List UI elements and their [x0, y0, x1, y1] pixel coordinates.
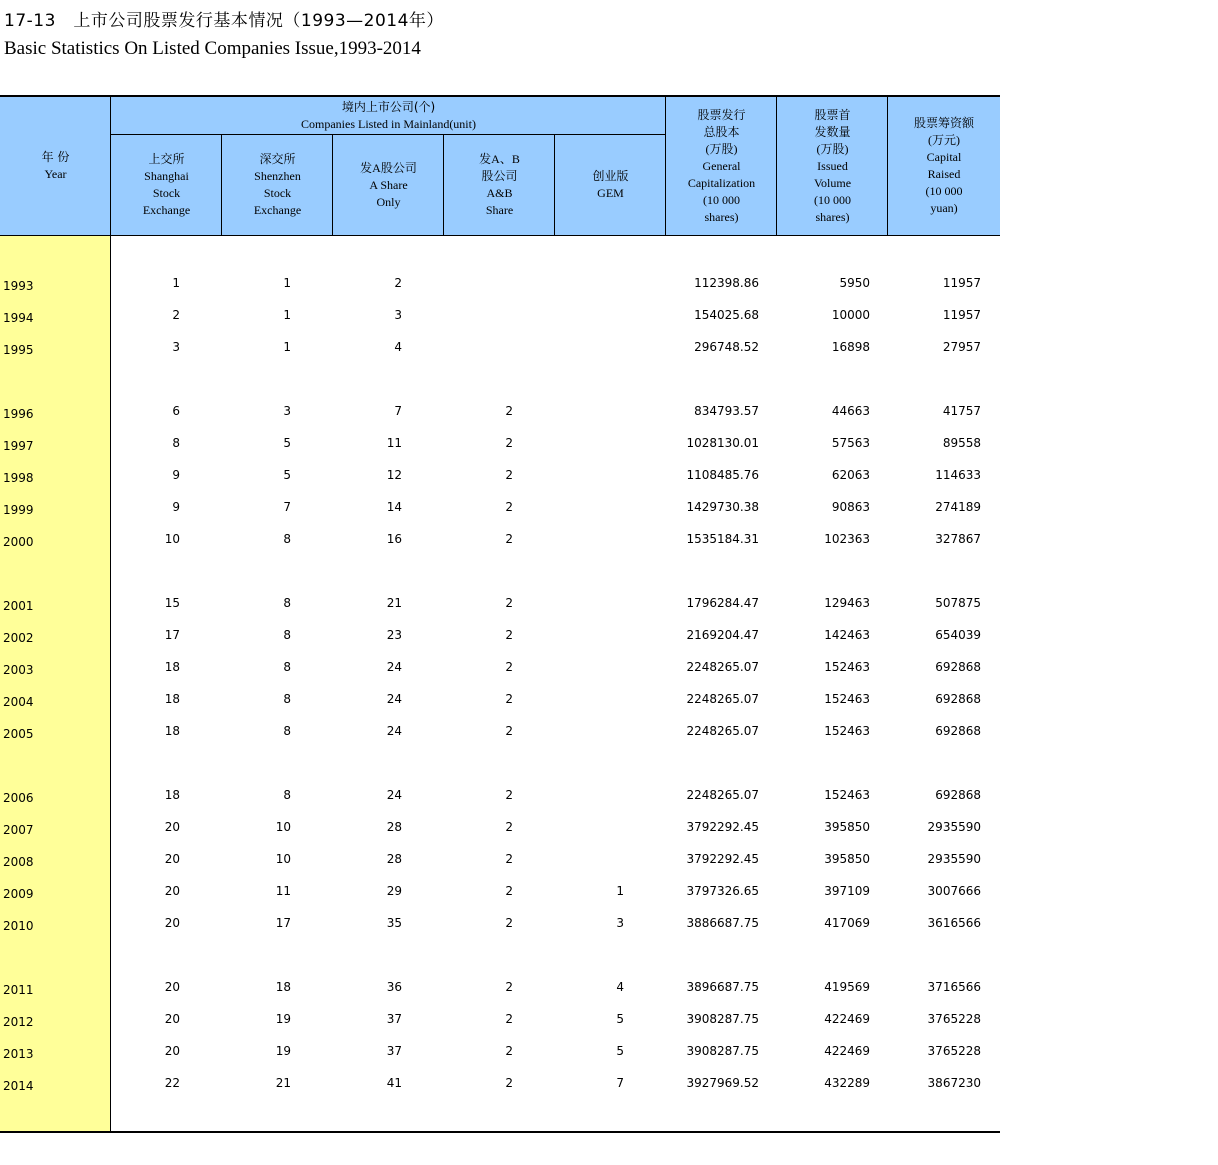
cell-ab-share: 2 [505, 852, 513, 866]
cell-shanghai: 20 [164, 916, 180, 930]
cell-a-share: 7 [394, 404, 402, 418]
cell-shanghai: 18 [164, 692, 180, 706]
cell-shenzhen: 1 [283, 276, 291, 290]
cell-shenzhen: 5 [283, 468, 291, 482]
header-line: (10 000 [925, 184, 963, 198]
header-divider [776, 97, 777, 235]
cell-shanghai: 3 [172, 340, 180, 354]
cell-year: 2002 [3, 631, 34, 645]
header-line: 发A、B [479, 152, 520, 166]
cell-capital-raised: 89558 [942, 436, 981, 450]
cell-year: 2011 [3, 983, 34, 997]
cell-a-share: 12 [386, 468, 402, 482]
cell-ab-share: 2 [505, 724, 513, 738]
cell-shenzhen: 8 [283, 628, 291, 642]
cell-general-capitalization: 3927969.52 [686, 1076, 759, 1090]
cell-issued-volume: 57563 [831, 436, 870, 450]
cell-shanghai: 15 [164, 596, 180, 610]
cell-shanghai: 20 [164, 1044, 180, 1058]
cell-general-capitalization: 3896687.75 [686, 980, 759, 994]
header-line: (万元) [928, 133, 960, 147]
table-title-cn: 17-13 上市公司股票发行基本情况（1993—2014年） [4, 11, 444, 31]
cell-general-capitalization: 3886687.75 [686, 916, 759, 930]
cell-a-share: 14 [386, 500, 402, 514]
cell-year: 1993 [3, 279, 34, 293]
cell-shenzhen: 21 [275, 1076, 291, 1090]
header-line: Exchange [142, 203, 191, 217]
header-line: (万股) [705, 141, 738, 156]
cell-a-share: 2 [394, 276, 402, 290]
header-year-cn: 年 份 [41, 150, 70, 164]
cell-general-capitalization: 1796284.47 [686, 596, 759, 610]
header-issued-volume [777, 97, 888, 235]
header-line: 总股本 [703, 124, 740, 139]
cell-a-share: 21 [386, 596, 402, 610]
cell-shanghai: 10 [164, 532, 180, 546]
cell-issued-volume: 16898 [831, 340, 870, 354]
cell-general-capitalization: 3908287.75 [686, 1044, 759, 1058]
header-divider [554, 135, 555, 235]
cell-issued-volume: 395850 [824, 852, 870, 866]
cell-general-capitalization: 2248265.07 [686, 692, 759, 706]
header-line: Volume [813, 175, 852, 190]
cell-ab-share: 2 [505, 468, 513, 482]
cell-shenzhen: 8 [283, 788, 291, 802]
header-capital-raised [888, 97, 1000, 235]
stock-issue-table [0, 95, 1000, 1133]
cell-general-capitalization: 2248265.07 [686, 724, 759, 738]
cell-year: 2001 [3, 599, 34, 613]
cell-shanghai: 9 [172, 500, 180, 514]
cell-a-share: 36 [386, 980, 402, 994]
cell-ab-share: 2 [505, 532, 513, 546]
cell-gem: 3 [616, 916, 624, 930]
header-line: GEM [597, 186, 624, 200]
cell-ab-share: 2 [505, 1012, 513, 1026]
table-row [0, 308, 1000, 328]
cell-issued-volume: 5950 [839, 276, 870, 290]
cell-capital-raised: 11957 [942, 276, 981, 290]
cell-shenzhen: 5 [283, 436, 291, 450]
cell-shenzhen: 8 [283, 724, 291, 738]
cell-issued-volume: 10000 [831, 308, 870, 322]
header-line: Stock [263, 186, 292, 200]
cell-issued-volume: 152463 [824, 788, 870, 802]
table-row [0, 340, 1000, 360]
cell-shenzhen: 10 [275, 852, 291, 866]
header-line: A&B [486, 186, 513, 200]
header-gem [555, 135, 666, 235]
header-line: 股公司 [481, 169, 518, 183]
cell-shanghai: 1 [172, 276, 180, 290]
cell-a-share: 35 [386, 916, 402, 930]
table-row [0, 980, 1000, 1000]
cell-ab-share: 2 [505, 436, 513, 450]
cell-ab-share: 2 [505, 692, 513, 706]
table-row [0, 884, 1000, 904]
header-line: General [702, 158, 741, 173]
cell-general-capitalization: 2169204.47 [686, 628, 759, 642]
header-line: 创业版 [592, 169, 629, 183]
cell-shenzhen: 17 [275, 916, 291, 930]
cell-a-share: 16 [386, 532, 402, 546]
cell-shanghai: 20 [164, 980, 180, 994]
cell-shanghai: 8 [172, 436, 180, 450]
cell-year: 1999 [3, 503, 34, 517]
cell-gem: 1 [616, 884, 624, 898]
cell-general-capitalization: 3908287.75 [686, 1012, 759, 1026]
cell-gem: 7 [616, 1076, 624, 1090]
header-group-en: Companies Listed in Mainland(unit) [301, 117, 476, 131]
cell-general-capitalization: 1535184.31 [686, 532, 759, 546]
cell-issued-volume: 44663 [831, 404, 870, 418]
cell-capital-raised: 692868 [935, 660, 981, 674]
header-divider [665, 97, 666, 235]
cell-capital-raised: 41757 [942, 404, 981, 418]
table-row [0, 1044, 1000, 1064]
header-group-companies [111, 97, 666, 135]
cell-shenzhen: 1 [283, 308, 291, 322]
header-line: (10 000 [703, 192, 740, 207]
header-line: 深交所 [259, 152, 296, 166]
header-line: 发A股公司 [360, 160, 417, 175]
cell-ab-share: 2 [505, 500, 513, 514]
cell-capital-raised: 2935590 [927, 820, 981, 834]
header-divider [110, 97, 111, 235]
table-row [0, 916, 1000, 936]
cell-a-share: 37 [386, 1012, 402, 1026]
cell-shanghai: 17 [164, 628, 180, 642]
cell-shanghai: 2 [172, 308, 180, 322]
cell-ab-share: 2 [505, 1044, 513, 1058]
cell-issued-volume: 422469 [824, 1044, 870, 1058]
header-line: shares) [815, 209, 850, 224]
header-line: Issued [817, 158, 848, 173]
header-line: Only [376, 194, 401, 209]
cell-capital-raised: 114633 [935, 468, 981, 482]
cell-general-capitalization: 2248265.07 [686, 788, 759, 802]
cell-shanghai: 18 [164, 788, 180, 802]
cell-capital-raised: 692868 [935, 692, 981, 706]
header-line: (万股) [816, 141, 849, 156]
cell-issued-volume: 395850 [824, 820, 870, 834]
table-row [0, 1076, 1000, 1096]
cell-year: 1994 [3, 311, 34, 325]
cell-shenzhen: 11 [275, 884, 291, 898]
header-line: 股票首 [814, 107, 851, 122]
cell-issued-volume: 129463 [824, 596, 870, 610]
cell-a-share: 28 [386, 820, 402, 834]
header-line: 股票发行 [697, 107, 746, 122]
cell-issued-volume: 62063 [831, 468, 870, 482]
header-line: (10 000 [814, 192, 851, 207]
header-line: Stock [152, 186, 181, 200]
cell-issued-volume: 90863 [831, 500, 870, 514]
cell-capital-raised: 3765228 [927, 1012, 981, 1026]
cell-issued-volume: 142463 [824, 628, 870, 642]
cell-year: 2009 [3, 887, 34, 901]
cell-general-capitalization: 834793.57 [694, 404, 759, 418]
cell-capital-raised: 274189 [935, 500, 981, 514]
cell-capital-raised: 3867230 [927, 1076, 981, 1090]
header-year [0, 97, 111, 235]
cell-issued-volume: 422469 [824, 1012, 870, 1026]
cell-ab-share: 2 [505, 660, 513, 674]
cell-a-share: 37 [386, 1044, 402, 1058]
cell-issued-volume: 419569 [824, 980, 870, 994]
header-line: shares) [704, 209, 739, 224]
header-divider [887, 97, 888, 235]
cell-a-share: 24 [386, 788, 402, 802]
header-shanghai [111, 135, 222, 235]
header-ab-share [444, 135, 555, 235]
cell-general-capitalization: 112398.86 [694, 276, 759, 290]
header-line: Exchange [253, 203, 302, 217]
cell-a-share: 4 [394, 340, 402, 354]
cell-issued-volume: 417069 [824, 916, 870, 930]
cell-year: 2004 [3, 695, 34, 709]
cell-shenzhen: 3 [283, 404, 291, 418]
cell-ab-share: 2 [505, 596, 513, 610]
cell-shanghai: 20 [164, 1012, 180, 1026]
cell-shenzhen: 8 [283, 660, 291, 674]
header-line: 发数量 [814, 124, 851, 139]
table-row [0, 788, 1000, 808]
cell-ab-share: 2 [505, 628, 513, 642]
table-row [0, 852, 1000, 872]
cell-shenzhen: 10 [275, 820, 291, 834]
header-line: Capitalization [687, 175, 756, 190]
header-divider [221, 135, 222, 235]
cell-general-capitalization: 1028130.01 [686, 436, 759, 450]
cell-a-share: 23 [386, 628, 402, 642]
cell-shenzhen: 18 [275, 980, 291, 994]
cell-issued-volume: 152463 [824, 692, 870, 706]
table-title-en: Basic Statistics On Listed Companies Issue,1993-2014 [4, 38, 421, 59]
cell-general-capitalization: 154025.68 [694, 308, 759, 322]
table-row [0, 692, 1000, 712]
cell-capital-raised: 3007666 [927, 884, 981, 898]
cell-year: 1995 [3, 343, 34, 357]
cell-shanghai: 20 [164, 820, 180, 834]
table-row [0, 404, 1000, 424]
cell-issued-volume: 102363 [824, 532, 870, 546]
cell-general-capitalization: 296748.52 [694, 340, 759, 354]
table-row [0, 468, 1000, 488]
cell-shenzhen: 1 [283, 340, 291, 354]
cell-capital-raised: 692868 [935, 788, 981, 802]
cell-shenzhen: 8 [283, 532, 291, 546]
cell-year: 2012 [3, 1015, 34, 1029]
table-row [0, 660, 1000, 680]
cell-issued-volume: 397109 [824, 884, 870, 898]
cell-year: 2006 [3, 791, 34, 805]
cell-capital-raised: 327867 [935, 532, 981, 546]
cell-a-share: 3 [394, 308, 402, 322]
cell-gem: 5 [616, 1044, 624, 1058]
cell-shanghai: 20 [164, 852, 180, 866]
cell-shanghai: 9 [172, 468, 180, 482]
cell-capital-raised: 507875 [935, 596, 981, 610]
cell-capital-raised: 2935590 [927, 852, 981, 866]
cell-capital-raised: 3716566 [927, 980, 981, 994]
table-row [0, 436, 1000, 456]
cell-gem: 5 [616, 1012, 624, 1026]
cell-year: 2000 [3, 535, 34, 549]
cell-ab-share: 2 [505, 1076, 513, 1090]
cell-general-capitalization: 2248265.07 [686, 660, 759, 674]
header-line: yuan) [930, 201, 958, 215]
cell-shanghai: 18 [164, 660, 180, 674]
header-divider [443, 135, 444, 235]
cell-year: 2005 [3, 727, 34, 741]
cell-capital-raised: 11957 [942, 308, 981, 322]
header-divider [332, 135, 333, 235]
cell-ab-share: 2 [505, 820, 513, 834]
header-general-capitalization [666, 97, 777, 235]
table-bottom-rule [0, 1131, 1000, 1133]
cell-issued-volume: 432289 [824, 1076, 870, 1090]
cell-shanghai: 20 [164, 884, 180, 898]
cell-capital-raised: 654039 [935, 628, 981, 642]
cell-capital-raised: 692868 [935, 724, 981, 738]
cell-shenzhen: 7 [283, 500, 291, 514]
cell-issued-volume: 152463 [824, 724, 870, 738]
cell-shenzhen: 8 [283, 596, 291, 610]
header-group-cn: 境内上市公司(个) [341, 100, 436, 114]
header-a-share [333, 135, 444, 235]
cell-shanghai: 18 [164, 724, 180, 738]
cell-a-share: 24 [386, 692, 402, 706]
cell-ab-share: 2 [505, 788, 513, 802]
cell-capital-raised: 27957 [942, 340, 981, 354]
cell-a-share: 29 [386, 884, 402, 898]
cell-a-share: 24 [386, 724, 402, 738]
table-row [0, 1012, 1000, 1032]
table-row [0, 820, 1000, 840]
cell-year: 1996 [3, 407, 34, 421]
header-line: 股票筹资额 [913, 116, 974, 130]
header-year-en: Year [44, 167, 67, 181]
cell-general-capitalization: 3792292.45 [686, 820, 759, 834]
cell-a-share: 41 [386, 1076, 402, 1090]
table-row [0, 596, 1000, 616]
cell-year: 1997 [3, 439, 34, 453]
table-header [0, 95, 1000, 236]
cell-issued-volume: 152463 [824, 660, 870, 674]
table-row [0, 532, 1000, 552]
cell-capital-raised: 3765228 [927, 1044, 981, 1058]
header-line: A Share [369, 177, 408, 192]
header-line: Shanghai [144, 169, 189, 183]
table-row [0, 724, 1000, 744]
header-line: Capital [926, 150, 962, 164]
cell-year: 2008 [3, 855, 34, 869]
header-shenzhen [222, 135, 333, 235]
cell-general-capitalization: 1108485.76 [686, 468, 759, 482]
cell-ab-share: 2 [505, 884, 513, 898]
cell-a-share: 24 [386, 660, 402, 674]
cell-a-share: 11 [386, 436, 402, 450]
cell-shenzhen: 8 [283, 692, 291, 706]
cell-year: 2010 [3, 919, 34, 933]
cell-general-capitalization: 3792292.45 [686, 852, 759, 866]
cell-year: 2003 [3, 663, 34, 677]
header-line: Raised [927, 167, 961, 181]
cell-year: 2013 [3, 1047, 34, 1061]
cell-shenzhen: 19 [275, 1044, 291, 1058]
cell-year: 2014 [3, 1079, 34, 1093]
table-row [0, 500, 1000, 520]
header-line: Shenzhen [254, 169, 301, 183]
cell-general-capitalization: 1429730.38 [686, 500, 759, 514]
cell-ab-share: 2 [505, 980, 513, 994]
cell-general-capitalization: 3797326.65 [686, 884, 759, 898]
cell-shanghai: 22 [164, 1076, 180, 1090]
table-row [0, 628, 1000, 648]
cell-capital-raised: 3616566 [927, 916, 981, 930]
cell-a-share: 28 [386, 852, 402, 866]
cell-gem: 4 [616, 980, 624, 994]
cell-ab-share: 2 [505, 916, 513, 930]
table-row [0, 276, 1000, 296]
header-line: Share [485, 203, 514, 217]
cell-shenzhen: 19 [275, 1012, 291, 1026]
cell-year: 1998 [3, 471, 34, 485]
header-line: 上交所 [148, 152, 185, 166]
cell-ab-share: 2 [505, 404, 513, 418]
cell-shanghai: 6 [172, 404, 180, 418]
header-group-rule [111, 134, 666, 135]
cell-year: 2007 [3, 823, 34, 837]
